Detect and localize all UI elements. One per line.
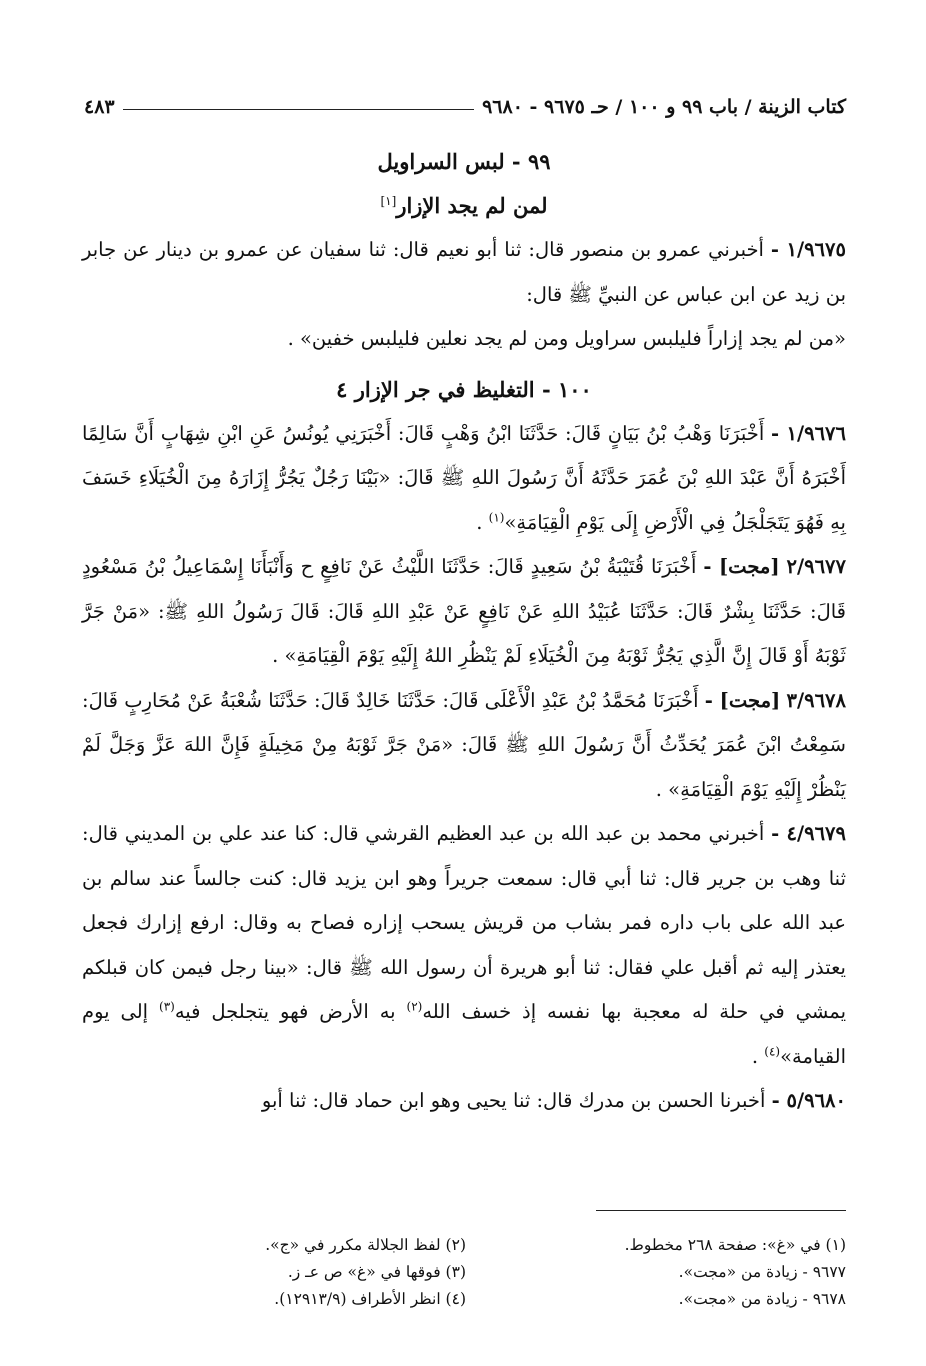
hadith-end: . — [476, 510, 489, 534]
chapter-99-subtitle-ref: [١] — [380, 194, 397, 208]
footnote-4: (٤) انظر الأطراف (١٢٩١٣/٩). — [274, 1290, 466, 1308]
chapter-100-title: ١٠٠ - التغليظ في جر الإزار ٤ — [336, 376, 592, 402]
hadith-text: أخبرني محمد بن عبد الله بن عبد العظيم القرشي قال: كنا عند علي بن المديني قال: ثنا وهب بن جرير قال: ثنا أبي قال: سمعت جريراً وهو ابن يزيد قال: كنت جالساً عند سالم بن عبد الله على باب داره فمر بشاب من قريش يسحب إزاره فصاح به وقال: ارفع إزارك فجعل يعتذر إليه ثم أقبل علي فقال: ثنا أبو هريرة أن رسول الله ﷺ قال: «بينا رجل فيمن كان قبلكم يمشي في حلة له معجبة بها نفسه إذ خسف الله — [82, 822, 846, 1023]
footnotes-right-column — [546, 1232, 846, 1313]
footnote-9678: ٩٦٧٨ - زيادة من «مجت». — [678, 1290, 846, 1308]
footnote-ref: (١) — [488, 510, 505, 524]
hadith-9676 — [82, 412, 846, 546]
page-number: ٤٨٣ — [84, 96, 115, 118]
footnote-ref: (٣) — [159, 999, 175, 1014]
footnote-3: (٣) فوقها في «غ» ص عـ ز. — [287, 1263, 466, 1281]
chapter-99-subtitle-text: لمن لم يجد الإزار — [396, 193, 548, 218]
source-tag: [مجت] - — [703, 555, 780, 578]
chapter-99-subtitle — [82, 184, 846, 228]
hadith-number: ٢/٩٦٧٧ — [786, 555, 847, 578]
page-body — [82, 140, 846, 1124]
hadith-number: ٥/٩٦٨٠ - — [771, 1089, 846, 1112]
hadith-9679 — [82, 812, 846, 1079]
footnote-ref: (٤) — [764, 1044, 781, 1058]
footnote-ref: (٢) — [406, 999, 423, 1014]
footnote-rule — [596, 1210, 846, 1211]
running-title: كتاب الزينة / باب ٩٩ و ١٠٠ / حـ ٩٦٧٥ - ٩٦٨٠ — [482, 96, 846, 118]
hadith-text-cont: إلى يوم القيامة» — [82, 1000, 846, 1068]
hadith-9680 — [82, 1079, 846, 1124]
hadith-9678 — [82, 679, 846, 813]
hadith-text: أَخْبَرَنَا مُحَمَّدُ بْنُ عَبْدِ الْأَعْلَى قَالَ: حَدَّثَنَا خَالِدٌ قَالَ: حَدَّثَنَا شُعْبَةُ عَنْ مُحَارِبٍ قَالَ: سَمِعْتُ ابْنَ عُمَرَ يُحَدِّثُ أَنَّ رَسُولَ اللهِ ﷺ قَالَ: «مَنْ جَرَّ ثَوْبَهُ مِنْ مَخِيلَةٍ فَإِنَّ اللهَ عَزَّ وَجَلَّ لَمْ يَنْظُرْ إِلَيْهِ يَوْمَ الْقِيَامَةِ» . — [82, 688, 846, 801]
running-header — [84, 92, 846, 122]
hadith-text: أَخْبَرَنَا وَهْبُ بْنُ بَيَانٍ قَالَ: حَدَّثَنَا ابْنُ وَهْبٍ قَالَ: أَخْبَرَنِي يُونُسُ عَنِ ابْنِ شِهَابٍ أَنَّ سَالِمًا أَخْبَرَهُ أَنَّ عَبْدَ اللهِ بْنَ عُمَرَ حَدَّثَهُ أَنَّ رَسُولَ اللهِ ﷺ قَالَ: «بَيْنَا رَجُلٌ يَجُرُّ إِزَارَهُ مِنَ الْخُيَلَاءِ خَسَفَ بِهِ فَهُوَ يَتَجَلْجَلُ فِي الْأَرْضِ إِلَى يَوْمِ الْقِيَامَةِ» — [82, 421, 846, 534]
source-tag: [مجت] - — [704, 688, 781, 712]
hadith-text-cont: به الأرض فهو يتجلجل فيه — [174, 1000, 407, 1023]
chapter-99-title: ٩٩ - لبس السراويل — [377, 149, 551, 174]
hadith-quote: «من لم يجد إزاراً فليلبس سراويل ومن لم يجد نعلين فليلبس خفين» . — [287, 327, 846, 350]
footnote-2: (٢) لفظ الجلالة مكرر في «ج». — [265, 1236, 466, 1254]
footnote-1: (١) في «غ»: صفحة ٢٦٨ مخطوط. — [624, 1236, 846, 1254]
footnote-9677: ٩٦٧٧ - زيادة من «مجت». — [678, 1263, 846, 1281]
hadith-text: أَخْبَرَنَا قُتَيْبَةُ بْنُ سَعِيدٍ قَالَ: حَدَّثَنَا اللَّيْثُ عَنْ نَافِعٍ ح وَأَنْبَأَنَا إِسْمَاعِيلُ بْنُ مَسْعُودٍ قَالَ: حَدَّثَنَا بِشْرٌ قَالَ: حَدَّثَنَا عُبَيْدُ اللهِ عَنْ نَافِعٍ عَنْ عَبْدِ اللهِ قَالَ: قَالَ رَسُولُ اللهِ ﷺ: «مَنْ جَرَّ ثَوْبَهُ أَوْ قَالَ إِنَّ الَّذِي يَجُرُّ ثَوْبَهُ مِنَ الْخُيَلَاءِ لَمْ يَنْظُرِ اللهُ إِلَيْهِ يَوْمَ الْقِيَامَةِ» . — [82, 555, 846, 667]
hadith-number: ٣/٩٦٧٨ — [786, 688, 846, 712]
hadith-9677 — [82, 545, 846, 679]
hadith-number: ٤/٩٦٧٩ - — [771, 822, 847, 845]
hadith-number: ١/٩٦٧٥ - — [770, 238, 846, 261]
hadith-text: أخبرنا الحسن بن مدرك قال: ثنا يحيى وهو ابن حماد قال: ثنا أبو — [261, 1089, 766, 1112]
header-rule — [123, 109, 474, 110]
hadith-end: . — [751, 1044, 765, 1068]
hadith-number: ١/٩٦٧٦ - — [771, 421, 846, 445]
hadith-text: أخبرني عمرو بن منصور قال: ثنا أبو نعيم قال: ثنا سفيان عن عمرو بن دينار عن جابر بن زيد عن ابن عباس عن النبيِّ ﷺ قال: — [82, 238, 846, 306]
hadith-9675 — [82, 228, 846, 362]
footnotes-left-column — [166, 1232, 466, 1313]
